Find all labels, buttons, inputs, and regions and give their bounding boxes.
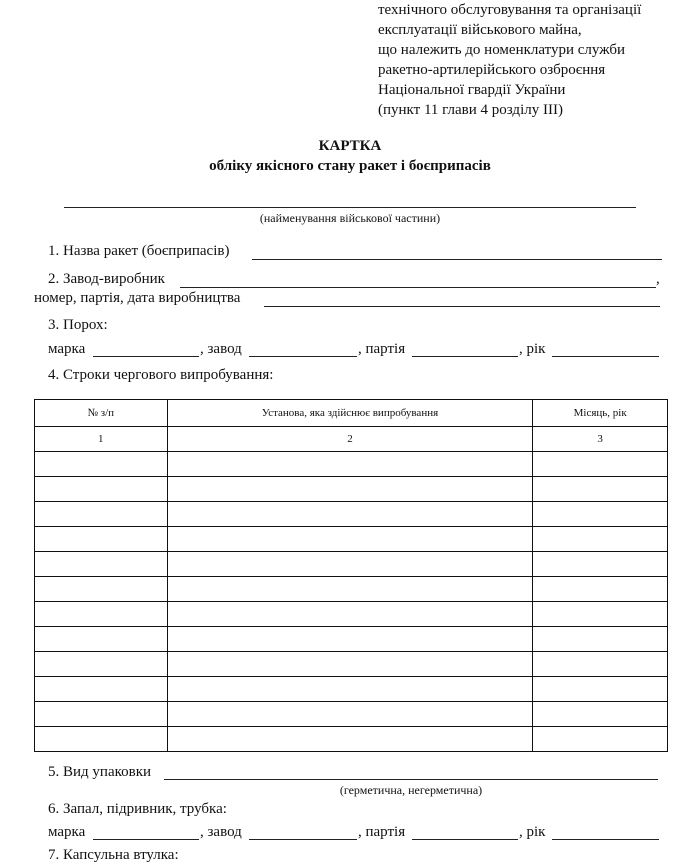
table-cell[interactable] bbox=[35, 502, 168, 527]
marka-label: марка bbox=[48, 341, 86, 357]
table-cell[interactable] bbox=[533, 502, 668, 527]
table-cell[interactable] bbox=[533, 677, 668, 702]
field-2-label: 2. Завод-виробник bbox=[48, 271, 165, 287]
column-number: 3 bbox=[533, 427, 668, 452]
header-line: технічного обслуговування та організації bbox=[378, 2, 642, 18]
table-cell[interactable] bbox=[533, 577, 668, 602]
table-row bbox=[35, 727, 668, 752]
unit-name-caption: (найменування військової частини) bbox=[259, 211, 441, 225]
table-cell[interactable] bbox=[167, 577, 533, 602]
header-line: Національної гвардії України bbox=[378, 82, 566, 98]
field-5-caption: (герметична, негерметична) bbox=[339, 783, 483, 797]
header-line: ракетно-артилерійського озброєння bbox=[378, 62, 606, 78]
zavod-line[interactable] bbox=[249, 839, 357, 840]
table-row bbox=[35, 602, 668, 627]
rik-label: , рік bbox=[519, 824, 546, 840]
field-5-line[interactable] bbox=[164, 779, 658, 780]
partiya-label: , партія bbox=[358, 824, 406, 840]
column-header: Місяць, рік bbox=[533, 400, 668, 427]
field-2b-line[interactable] bbox=[264, 306, 660, 307]
field-6-label: 6. Запал, підривник, трубка: bbox=[48, 801, 227, 817]
table-row bbox=[35, 502, 668, 527]
table-cell[interactable] bbox=[167, 477, 533, 502]
field-2-comma: , bbox=[656, 271, 660, 287]
table-cell[interactable] bbox=[533, 652, 668, 677]
column-header: Установа, яка здійснює випробування bbox=[167, 400, 533, 427]
table-row bbox=[35, 452, 668, 477]
table-cell[interactable] bbox=[533, 702, 668, 727]
field-2-line[interactable] bbox=[180, 287, 656, 288]
rik-line[interactable] bbox=[552, 356, 659, 357]
rik-line[interactable] bbox=[552, 839, 659, 840]
table-cell[interactable] bbox=[167, 502, 533, 527]
table-cell[interactable] bbox=[167, 602, 533, 627]
field-7-label: 7. Капсульна втулка: bbox=[48, 847, 179, 863]
column-header: № з/п bbox=[35, 400, 168, 427]
column-number: 2 bbox=[167, 427, 533, 452]
table-cell[interactable] bbox=[533, 727, 668, 752]
table-cell[interactable] bbox=[533, 552, 668, 577]
zavod-label: , завод bbox=[200, 824, 242, 840]
table-cell[interactable] bbox=[167, 552, 533, 577]
table-cell[interactable] bbox=[35, 527, 168, 552]
table-header-row bbox=[35, 400, 668, 427]
table-cell[interactable] bbox=[35, 552, 168, 577]
marka-line[interactable] bbox=[93, 356, 199, 357]
zavod-label: , завод bbox=[200, 341, 242, 357]
table-cell[interactable] bbox=[533, 452, 668, 477]
table-cell[interactable] bbox=[35, 602, 168, 627]
table-cell[interactable] bbox=[533, 602, 668, 627]
field-3-label: 3. Порох: bbox=[48, 317, 108, 333]
page-title: КАРТКА bbox=[318, 138, 382, 154]
table-row bbox=[35, 552, 668, 577]
table-cell[interactable] bbox=[35, 477, 168, 502]
header-line: що належить до номенклатури служби bbox=[378, 42, 626, 58]
test-schedule-table bbox=[34, 399, 668, 752]
table-row bbox=[35, 577, 668, 602]
partiya-line[interactable] bbox=[412, 839, 518, 840]
table-row bbox=[35, 702, 668, 727]
partiya-line[interactable] bbox=[412, 356, 518, 357]
marka-label: марка bbox=[48, 824, 86, 840]
field-4-label: 4. Строки чергового випробування: bbox=[48, 367, 274, 383]
table-row bbox=[35, 677, 668, 702]
unit-name-line[interactable] bbox=[64, 207, 636, 208]
field-2b-label: номер, партія, дата виробництва bbox=[34, 290, 241, 306]
field-1-line[interactable] bbox=[252, 259, 662, 260]
table-cell[interactable] bbox=[35, 452, 168, 477]
table-cell[interactable] bbox=[167, 677, 533, 702]
table-row bbox=[35, 477, 668, 502]
page-subtitle: обліку якісного стану ракет і боєприпасів bbox=[209, 158, 491, 174]
partiya-label: , партія bbox=[358, 341, 406, 357]
table-cell[interactable] bbox=[35, 677, 168, 702]
rik-label: , рік bbox=[519, 341, 546, 357]
table-cell[interactable] bbox=[167, 527, 533, 552]
table-cell[interactable] bbox=[35, 627, 168, 652]
zavod-line[interactable] bbox=[249, 356, 357, 357]
field-1-label: 1. Назва ракет (боєприпасів) bbox=[48, 243, 230, 259]
field-5-label: 5. Вид упаковки bbox=[48, 764, 152, 780]
marka-line[interactable] bbox=[93, 839, 199, 840]
table-cell[interactable] bbox=[533, 477, 668, 502]
table-cell[interactable] bbox=[167, 702, 533, 727]
column-number-row bbox=[35, 427, 668, 452]
header-line: (пункт 11 глави 4 розділу III) bbox=[378, 102, 563, 118]
table-cell[interactable] bbox=[533, 627, 668, 652]
table-row bbox=[35, 627, 668, 652]
table-cell[interactable] bbox=[35, 577, 168, 602]
table-cell[interactable] bbox=[167, 727, 533, 752]
table-row bbox=[35, 527, 668, 552]
table-cell[interactable] bbox=[533, 527, 668, 552]
table-row bbox=[35, 652, 668, 677]
table-cell[interactable] bbox=[35, 702, 168, 727]
table-cell[interactable] bbox=[167, 652, 533, 677]
table-cell[interactable] bbox=[167, 452, 533, 477]
column-number: 1 bbox=[35, 427, 168, 452]
header-line: експлуатації військового майна, bbox=[378, 22, 582, 38]
table-cell[interactable] bbox=[35, 727, 168, 752]
table-cell[interactable] bbox=[167, 627, 533, 652]
table-cell[interactable] bbox=[35, 652, 168, 677]
